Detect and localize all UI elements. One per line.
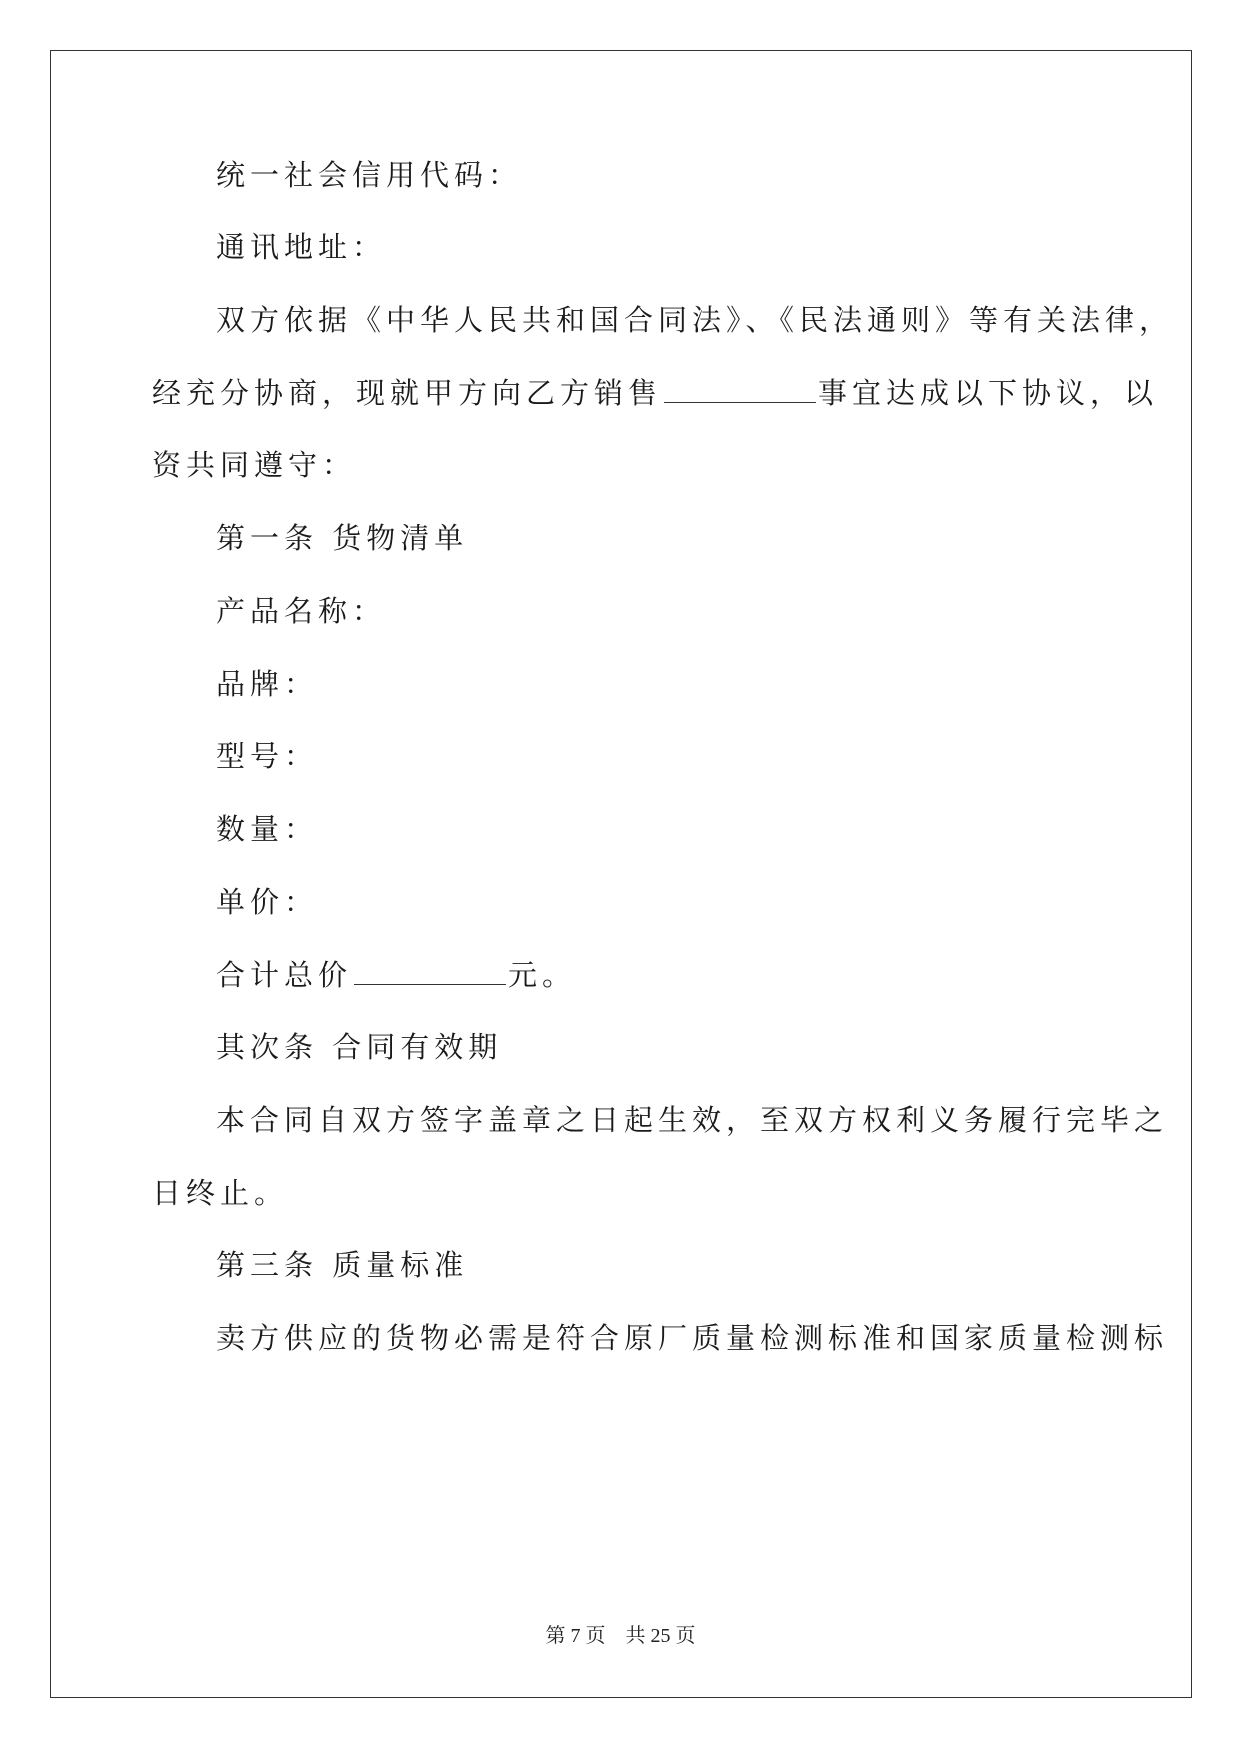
paragraph-1-line-1: 双方依据《中华人民共和国合同法》、《民法通则》等有关法律， [216,303,1174,337]
page-number-label: 第 7 页 共 25 页 [545,1625,696,1647]
page-footer [0,1623,1241,1649]
paragraph-2-line-1: 本合同自双方签字盖章之日起生效，至双方权利义务履行完毕之 [216,1103,1169,1137]
credit-code-label: 统一社会信用代码： [216,158,523,192]
total-price-label: 合计总价 [216,958,353,992]
article-1-title: 第一条 货物清单 [216,521,469,555]
page-frame [50,50,1192,1698]
product-name-label: 产品名称： [216,594,387,628]
quantity-label: 数量： [216,812,319,846]
product-blank [664,376,816,403]
paragraph-1-line-2-text-b: 事宜达成以下协议，以 [818,376,1159,410]
paragraph-1-line-3: 资共同遵守： [152,448,357,482]
total-price-line [216,955,576,995]
unit-price-label: 单价： [216,885,319,919]
brand-label: 品牌： [216,667,319,701]
total-price-blank [354,958,506,985]
paragraph-1-line-2 [152,373,1158,413]
paragraph-2-line-2: 日终止。 [152,1176,289,1210]
paragraph-3-line-1: 卖方供应的货物必需是符合原厂质量检测标准和国家质量检测标 [216,1321,1169,1355]
paragraph-1-line-2-text-a: 经充分协商，现就甲方向乙方销售 [152,376,663,410]
address-label: 通讯地址： [216,230,387,264]
article-2-title: 其次条 合同有效期 [216,1030,503,1064]
total-price-unit: 元。 [508,958,577,992]
article-3-title: 第三条 质量标准 [216,1248,469,1282]
model-label: 型号： [216,739,319,773]
